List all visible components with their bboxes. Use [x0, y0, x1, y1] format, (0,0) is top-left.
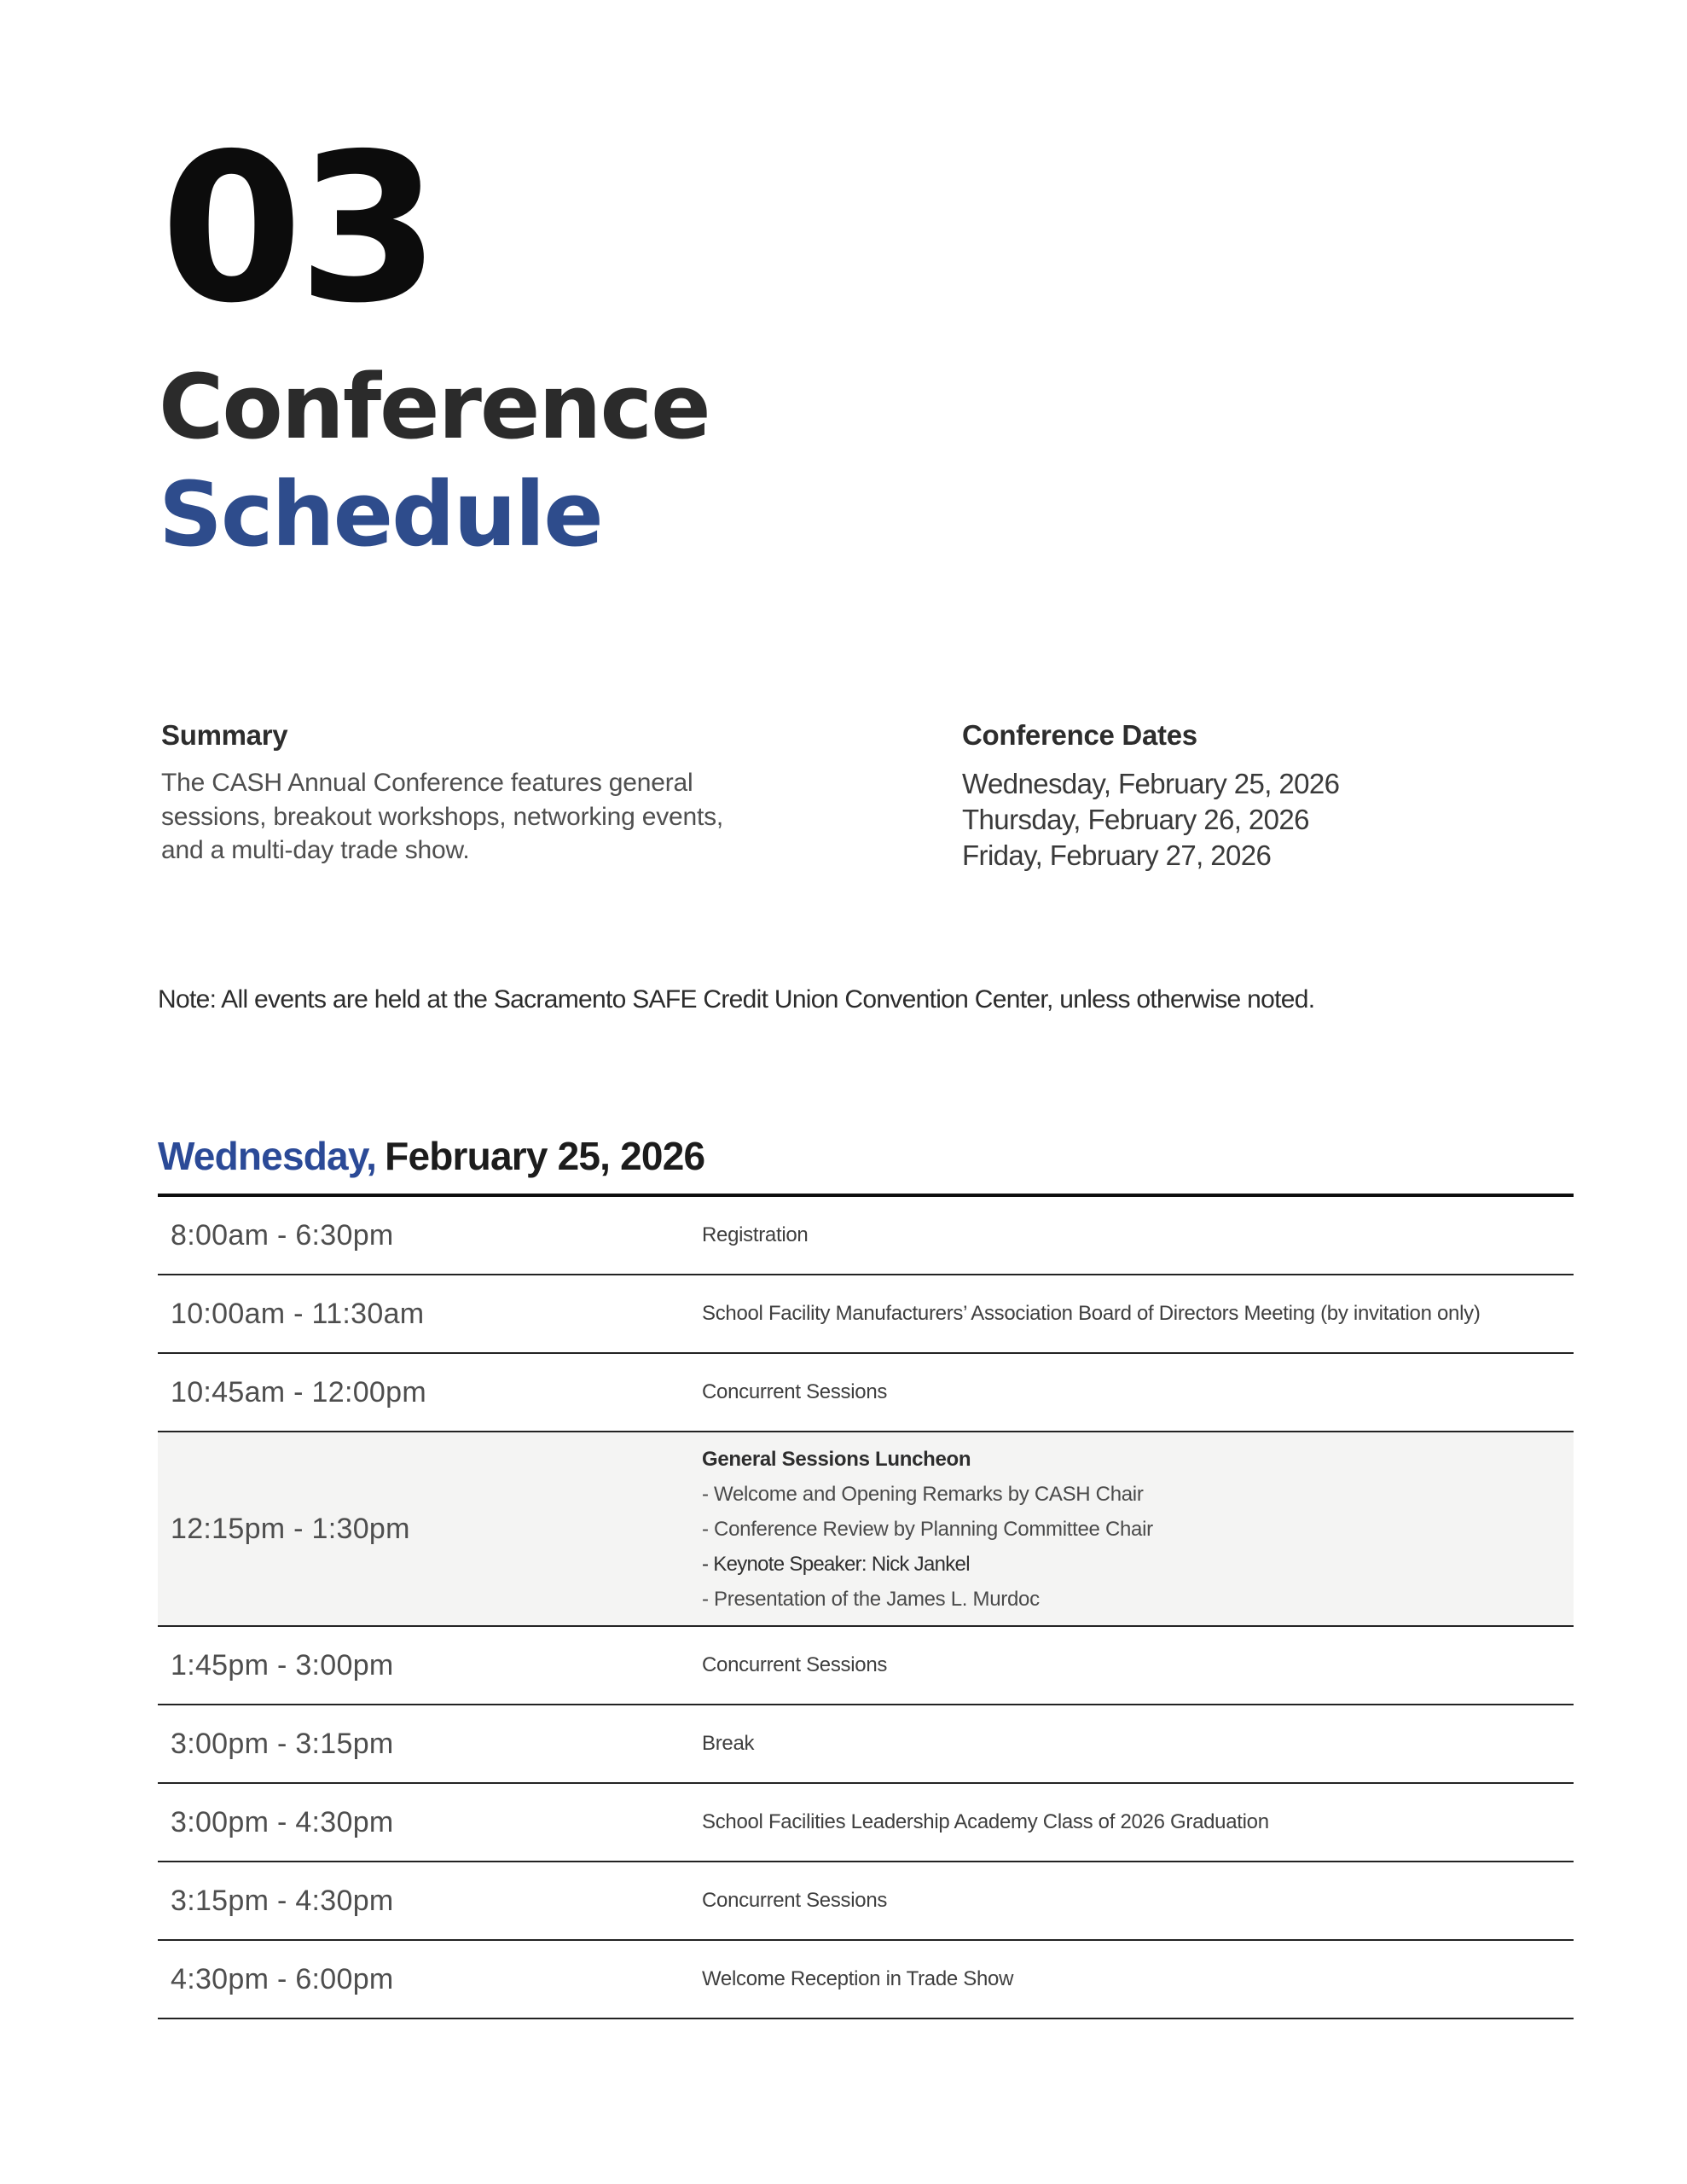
row-event-group: [702, 1442, 1574, 1617]
row-time: 3:00pm - 3:15pm: [171, 1727, 394, 1760]
table-row: [158, 1354, 1574, 1432]
conference-dates-list: Wednesday, February 25, 2026 Thursday, February 26, 2026 Friday, February 27, 2026: [962, 768, 1340, 872]
row-event: Concurrent Sessions: [702, 1380, 888, 1404]
row-time: 4:30pm - 6:00pm: [171, 1962, 394, 1995]
table-row: [158, 1705, 1574, 1784]
event-detail: - Welcome and Opening Remarks by CASH Chair: [702, 1482, 1144, 1506]
row-event: Concurrent Sessions: [702, 1889, 888, 1913]
event-detail: - Keynote Speaker: Nick Jankel: [702, 1552, 970, 1576]
table-row: [158, 1197, 1574, 1275]
day-header-date: February 25, 2026: [385, 1134, 705, 1178]
row-event: Welcome Reception in Trade Show: [702, 1967, 1014, 1991]
row-event: Break: [702, 1732, 755, 1756]
day-header: [158, 1133, 704, 1179]
table-row: [158, 1784, 1574, 1862]
table-row: [158, 1627, 1574, 1705]
row-event: School Facility Manufacturers’ Association Board of Directors Meeting (by invitation only): [702, 1302, 1481, 1326]
row-time: 8:00am - 6:30pm: [171, 1218, 394, 1252]
table-row: [158, 1941, 1574, 2019]
summary-body: The CASH Annual Conference features general sessions, breakout workshops, networking events, and a multi-day trade show.: [161, 769, 724, 865]
row-event: Registration: [702, 1223, 809, 1247]
event-detail: - Conference Review by Planning Committee Chair: [702, 1517, 1153, 1541]
page-title: [159, 354, 710, 569]
summary-heading: Summary: [161, 719, 288, 751]
row-time: 3:15pm - 4:30pm: [171, 1884, 394, 1917]
row-time: 10:45am - 12:00pm: [171, 1375, 426, 1409]
row-time: 1:45pm - 3:00pm: [171, 1648, 394, 1682]
table-row: [158, 1862, 1574, 1941]
row-time: 3:00pm - 4:30pm: [171, 1805, 394, 1838]
row-time: 10:00am - 11:30am: [171, 1297, 425, 1330]
page-title-line1: Conference: [159, 355, 710, 459]
day-header-day: Wednesday,: [158, 1134, 377, 1178]
row-time: 12:15pm - 1:30pm: [171, 1512, 410, 1545]
row-event: Concurrent Sessions: [702, 1653, 888, 1677]
table-row: [158, 1275, 1574, 1354]
event-detail: - Presentation of the James L. Murdoc: [702, 1587, 1040, 1611]
conference-dates-section: [962, 719, 1559, 874]
row-event: School Facilities Leadership Academy Class of 2026 Graduation: [702, 1810, 1269, 1834]
section-number: 03: [160, 109, 435, 348]
page-title-line2: Schedule: [159, 462, 602, 566]
event-title: General Sessions Luncheon: [702, 1447, 971, 1471]
summary-section: [161, 719, 826, 868]
conference-dates-heading: Conference Dates: [962, 719, 1197, 751]
table-row-highlighted: [158, 1432, 1574, 1627]
schedule-table: [158, 1194, 1574, 2019]
venue-note: Note: All events are held at the Sacramento SAFE Credit Union Convention Center, unless otherwise noted.: [158, 985, 1315, 1014]
